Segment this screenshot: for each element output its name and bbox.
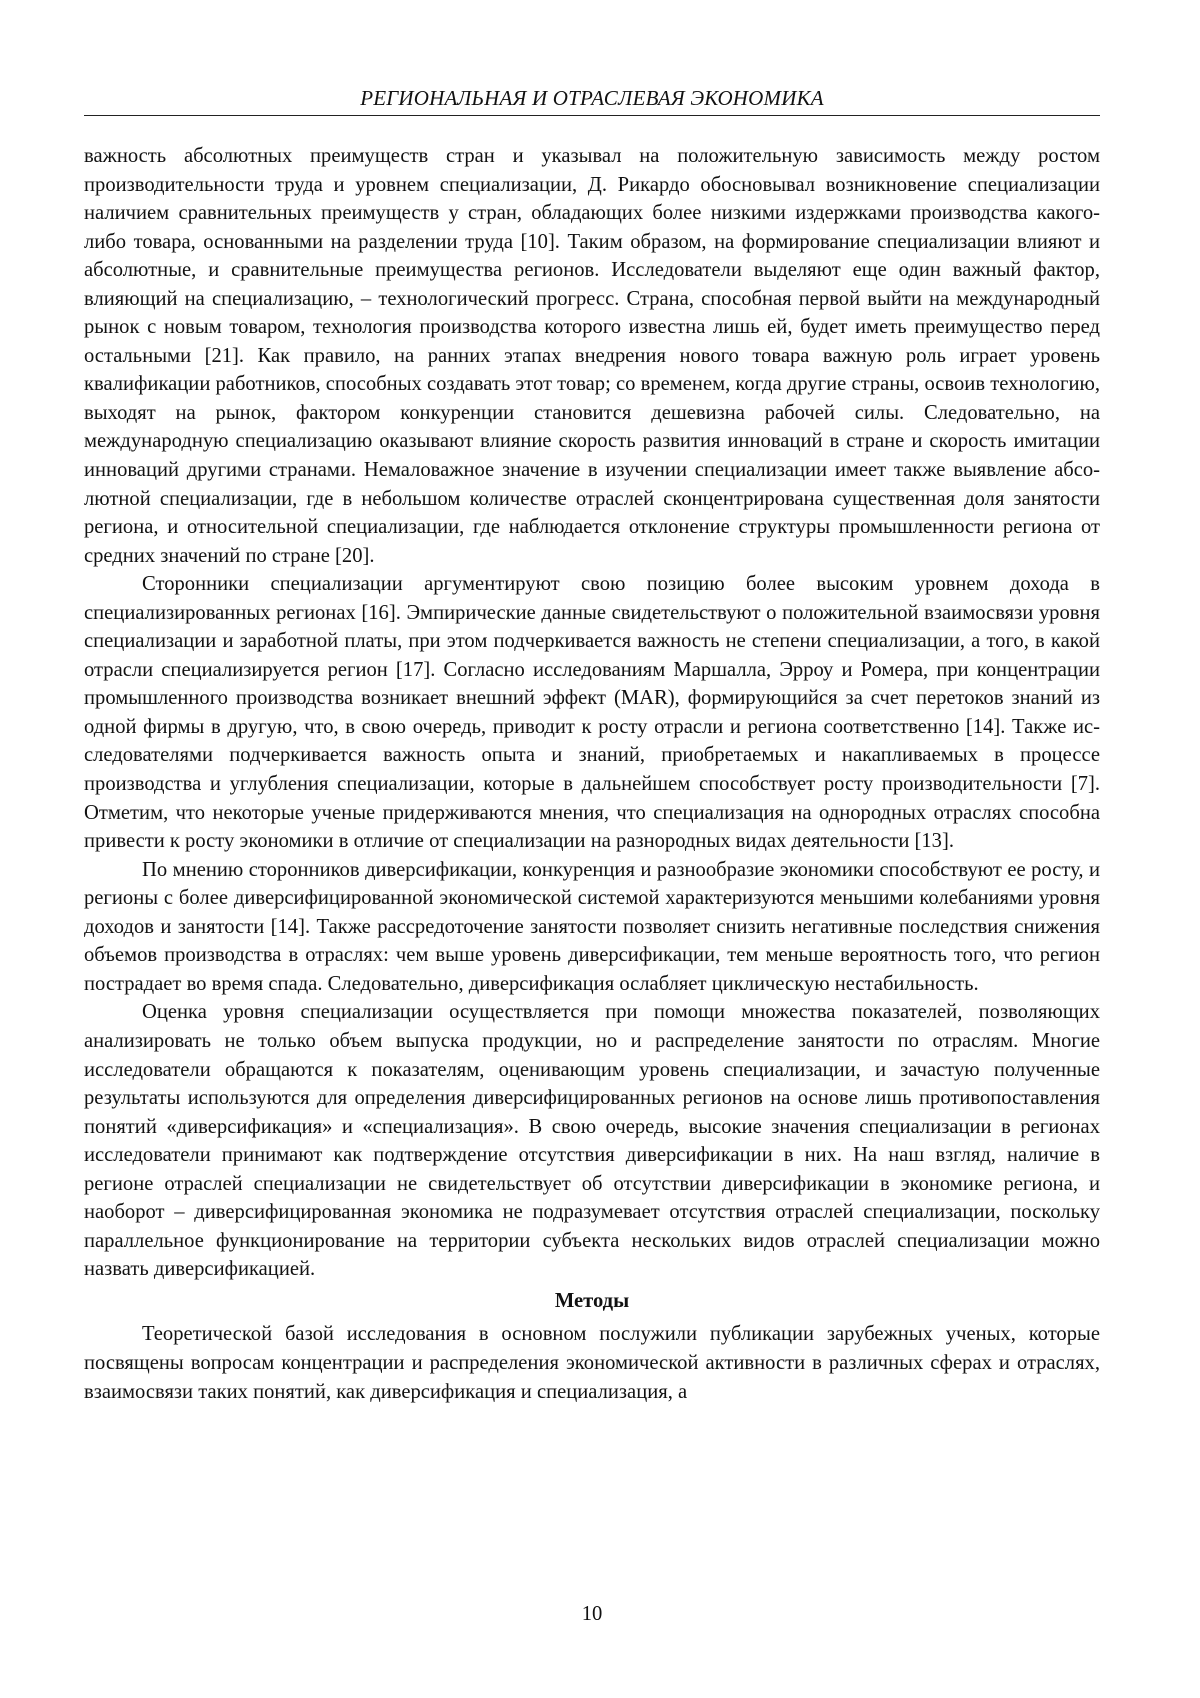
article-body: [84, 142, 1100, 1406]
header-rule: [84, 115, 1100, 116]
page-number: 10: [84, 1602, 1100, 1626]
paragraph-methods: Теоретической базой исследования в основном послужили публикации зарубежных ученых, которые посвящены вопросам концентрации и распределения экономической активности в раз­личных сферах и отраслях, взаимосвязи таких понятий, как диверсификация и специализация, а: [84, 1320, 1100, 1406]
paragraph-continuation: важность абсолютных преимуществ стран и указывал на положительную зависимость между ростом производительности труда и уровнем специализации, Д. Рикардо обосновывал возник­новение специализации наличием сравнительных преимуществ у стран, обладающих более низкими издержками производства какого-либо товара, основанными на разделении труда [10]. Таким образом, на формирование специализации влияют и абсолютные, и сравнительные пре­имущества регионов. Исследователи выделяют еще один важный фактор, влияющий на специа­лизацию, – технологический прогресс. Страна, способная первой выйти на международный ры­нок с новым товаром, технология производства которого известна лишь ей, будет иметь пре­имущество перед остальными [21]. Как правило, на ранних этапах внедрения нового товара важную роль играет уровень квалификации работников, способных создавать этот товар; со временем, когда другие страны, освоив технологию, выходят на рынок, фактором конкуренции становится дешевизна рабочей силы. Следовательно, на международную специализацию ока­зывают влияние скорость развития инноваций в стране и скорость имитации инноваций други­ми странами. Немаловажное значение в изучении специализации имеет также выявление абсо­лютной специализации, где в небольшом количестве отраслей сконцентрирована существенная доля занятости региона, и относительной специализации, где наблюдается отклонение структу­ры промышленности региона от средних значений по стране [20].: [84, 142, 1100, 570]
running-header: РЕГИОНАЛЬНАЯ И ОТРАСЛЕВАЯ ЭКОНОМИКА: [84, 86, 1100, 110]
section-heading-methods: Методы: [84, 1284, 1100, 1321]
paragraph-specialization-assessment: Оценка уровня специализации осуществляется при помощи множества показателей, поз­воляющих анализировать не только объем выпуска продукции, но и распределение занятости по отраслям. Многие исследователи обращаются к показателям, оценивающим уровень специа­лизации, и зачастую полученные результаты используются для определения диверсифициро­ванных регионов на основе лишь противопоставления понятий «диверсификация» и «специали­зация». В свою очередь, высокие значения специализации в регионах исследователи принимают как подтверждение отсутствия диверсификации в них. На наш взгляд, наличие в регионе отрас­лей специализации не свидетельствует об отсутствии диверсификации в экономике региона, и наоборот – диверсифицированная экономика не подразумевает отсутствия отраслей специали­зации, поскольку параллельное функционирование на территории субъекта нескольких видов отраслей специализации можно назвать диверсификацией.: [84, 998, 1100, 1283]
paragraph-specialization-supporters: Сторонники специализации аргументируют свою позицию более высоким уровнем дохода в специализированных регионах [16]. Эмпирические данные свидетельствуют о положительной взаимосвязи уровня специализации и заработной платы, при этом подчеркивается важность не степени специализации, а того, в какой отрасли специализируется регион [17]. Согласно иссле­дованиям Маршалла, Эрроу и Ромера, при концентрации промышленного производства возни­кает внешний эффект (MAR), формирующийся за счет перетоков знаний из одной фирмы в дру­гую, что, в свою очередь, приводит к росту отрасли и региона соответственно [14]. Также ис­следователями подчеркивается важность опыта и знаний, приобретаемых и накапливаемых в процессе производства и углубления специализации, которые в дальнейшем способствует росту производительности [7]. Отметим, что некоторые ученые придерживаются мнения, что специа­лизация на однородных отраслях способна привести к росту экономики в отличие от специали­зации на разнородных видах деятельности [13].: [84, 570, 1100, 855]
paragraph-diversification-supporters: По мнению сторонников диверсификации, конкуренция и разнообразие экономики спо­собствуют ее росту, и регионы с более диверсифицированной экономической системой харак­теризуются меньшими колебаниями уровня доходов и занятости [14]. Также рассредоточение занятости позволяет снизить негативные последствия снижения объемов производства в отрас­лях: чем выше уровень диверсификации, тем меньше вероятность того, что регион пострадает во время спада. Следовательно, диверсификация ослабляет циклическую нестабильность.: [84, 856, 1100, 999]
journal-page: [0, 0, 1200, 1698]
